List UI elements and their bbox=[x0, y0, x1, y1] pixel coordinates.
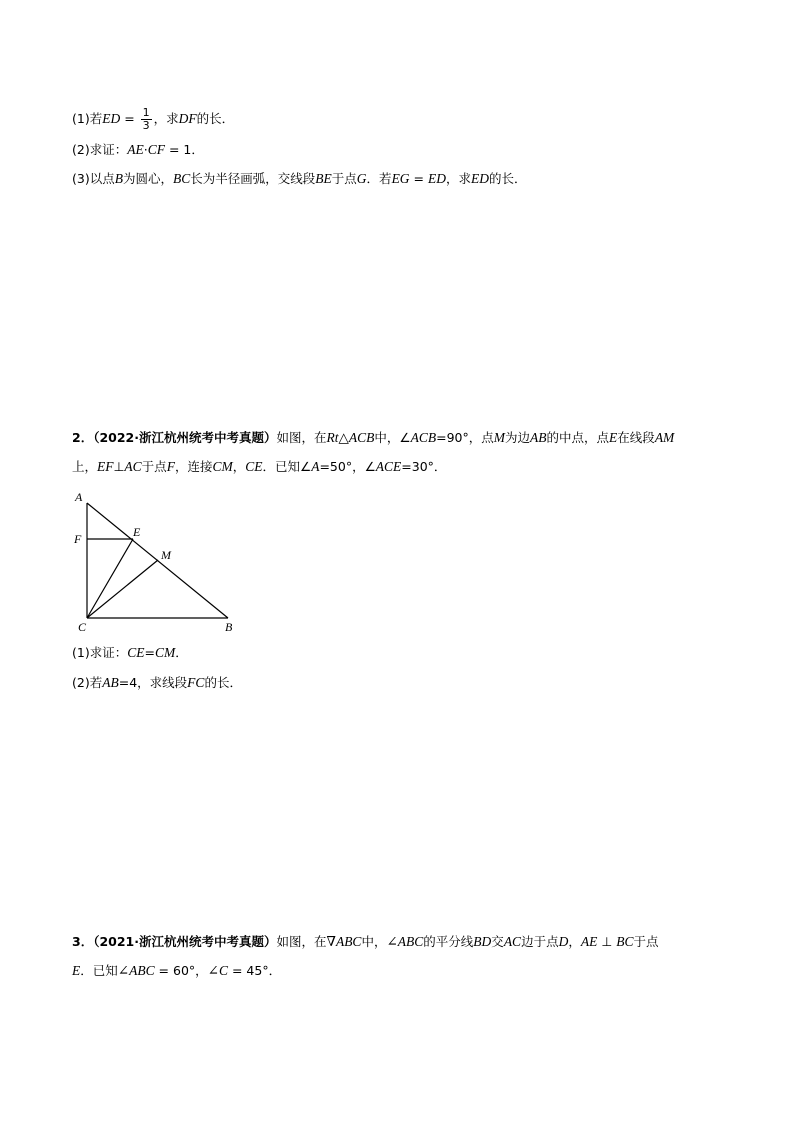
label-a: A bbox=[75, 490, 83, 504]
q2-source: （2022·浙江杭州统考中考真题） bbox=[93, 430, 277, 445]
segment-ce bbox=[87, 539, 133, 618]
label-f: F bbox=[74, 532, 82, 546]
q2-part1: (1)求证：CE=CM． bbox=[72, 645, 188, 660]
triangle-figure bbox=[70, 490, 250, 640]
q3-stem-line1: 3．（2021·浙江杭州统考中考真题）如图，在∇ABC中，∠ABC的平分线BD交AC边于点D，AE ⊥ BC于点 bbox=[72, 934, 659, 949]
label-b: B bbox=[225, 620, 233, 634]
q2-stem-line2: 上，EF⊥AC于点F，连接CM，CE．已知∠A=50°，∠ACE=30°． bbox=[72, 459, 447, 474]
label-m: M bbox=[161, 548, 171, 562]
label-e: E bbox=[133, 525, 141, 539]
q3-source: （2021·浙江杭州统考中考真题） bbox=[93, 934, 277, 949]
q2-stem-line1: 2．（2022·浙江杭州统考中考真题）如图，在Rt△ACB中，∠ACB=90°，点M为边AB的中点，点E在线段AM bbox=[72, 430, 675, 445]
fraction-one-third: $\frac{1}{3}$ bbox=[142, 106, 150, 132]
q1-part1: (1)若ED = $\frac{1}{3}$ ，求DF的长． bbox=[72, 106, 235, 132]
q3-stem-line2: E．已知∠ABC = 60°，∠C = 45°． bbox=[72, 963, 282, 978]
q1-part3: (3)以点B为圆心，BC长为半径画弧，交线段BE于点G．若EG = ED，求ED的长． bbox=[72, 171, 527, 186]
segment-cm bbox=[87, 560, 158, 618]
label-c: C bbox=[78, 620, 87, 634]
q2-part2: (2)若AB=4，求线段FC的长． bbox=[72, 675, 242, 690]
q1-part2: (2)求证：AE·CF = 1． bbox=[72, 142, 204, 157]
